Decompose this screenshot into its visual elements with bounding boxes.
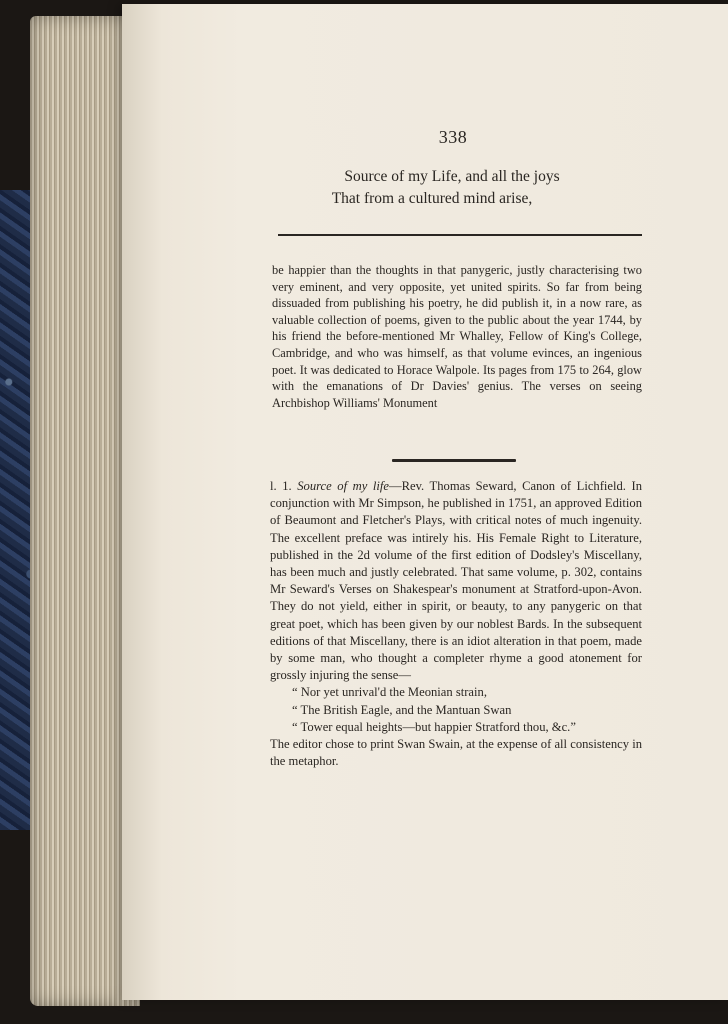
divider-rule bbox=[278, 234, 642, 236]
quote-line-1: “ Nor yet unrival'd the Meonian strain, bbox=[292, 685, 487, 700]
quote-line-3: “ Tower equal heights—but happier Stratford thou, &c.” bbox=[292, 719, 576, 734]
verse-line-2: That from a cultured mind arise, bbox=[331, 190, 533, 207]
page-number: 338 bbox=[438, 127, 468, 147]
notes-divider bbox=[392, 459, 516, 462]
note-ref-title: Source of my life bbox=[297, 479, 389, 493]
verse-block bbox=[242, 166, 662, 210]
note-text: —Rev. Thomas Seward, Canon of Lichfield. In conjunction with Mr Simpson, he published in 1751, an approved Edition of Beaumont and Fletcher's Plays, with critical notes of much ingenuity. The excellent preface was intirely his. His Female Right to Literature, published in the 2d volume of the first edition of Dodsley's Miscellany, has been much and justly celebrated. That same volume, p. 302, contains Mr Seward's Verses on Shakespear's monument at Stratford-upon-Avon. They do not yield, either in spirit, or beauty, to any panygeric on that great poet, which has been given by our noblest Bards. In the subsequent editions of that Miscellany, there is an idiot alteration in that poem, made by some man, who thought a completer rhyme a good atonement for grossly injuring the sense— bbox=[270, 479, 642, 683]
body-text bbox=[272, 262, 642, 411]
footnotes bbox=[270, 478, 642, 770]
verse-line-1: Source of my Life, and all the joys bbox=[344, 168, 560, 185]
quote-line-2: “ The British Eagle, and the Mantuan Swan bbox=[292, 702, 512, 717]
body-paragraph: be happier than the thoughts in that panygeric, justly characterising two very eminent, and very opposite, yet united spirits. So far from being dissuaded from publishing his poetry, he did publish it, in a now rare, as valuable collection of poems, given to the public about the year 1744, by his friend the before-mentioned Mr Whalley, Fellow of King's College, Cambridge, and who was himself, as that volume evinces, an ingenious poet. It was dedicated to Horace Walpole. Its pages from 175 to 264, glow with the emanations of Dr Davies' genius. The verses on seeing Archbishop Williams' Monument bbox=[272, 263, 642, 410]
note-closing: The editor chose to print Swan Swain, at the expense of all consistency in the metaphor. bbox=[270, 737, 642, 769]
book-page bbox=[122, 4, 728, 1000]
note-paragraph bbox=[270, 478, 642, 684]
note-ref: l. 1. bbox=[270, 479, 292, 493]
